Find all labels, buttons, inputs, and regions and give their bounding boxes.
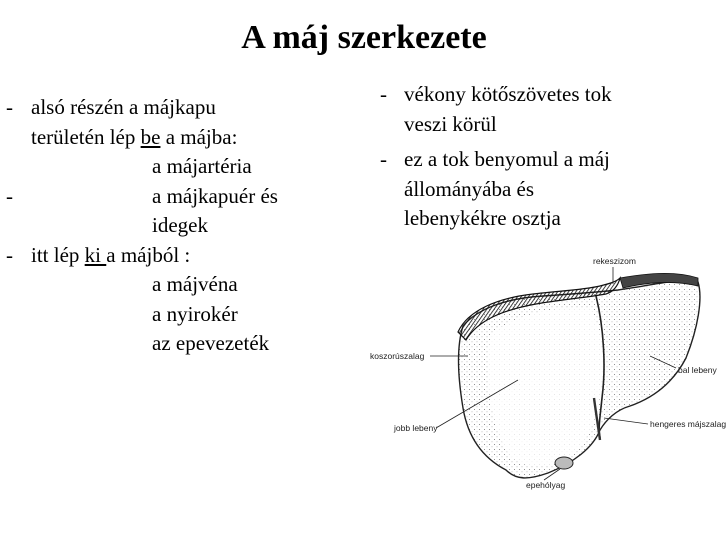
entry-text: alsó részén a májkapu: [31, 95, 216, 119]
text-part: területén lép: [31, 124, 141, 149]
right-column: [374, 80, 719, 234]
entry-continuation: [0, 123, 360, 153]
entry-text: lebenykékre osztja: [404, 206, 561, 230]
text-part: a májba:: [160, 124, 238, 149]
sub-item-bile: az epevezeték: [152, 331, 270, 355]
gallbladder: [555, 457, 573, 469]
bullet-dash: -: [6, 242, 13, 267]
underlined-word: be: [140, 124, 161, 149]
label-jobb-lebeny: jobb lebeny: [394, 423, 438, 433]
entry-continuation: [374, 175, 719, 205]
leader-line: [604, 418, 648, 424]
label-rekeszizom: rekeszizom: [593, 256, 636, 266]
entry-text: vékony kötőszövetes tok: [404, 82, 612, 106]
bullet-entry: [374, 80, 719, 110]
text-part: a májból :: [106, 242, 191, 267]
bullet-dash: -: [6, 95, 13, 119]
entry-text: [0, 123, 360, 153]
entry-text: veszi körül: [404, 111, 497, 136]
entry-continuation: [374, 110, 719, 140]
page-title: A máj szerkezete: [241, 19, 487, 56]
sub-item-artery: a májartéria: [152, 154, 252, 178]
sub-item: [0, 211, 360, 241]
label-epeholyag: epehólyag: [526, 480, 566, 490]
bullet-entry: [0, 93, 360, 123]
text-part: itt lép: [31, 242, 85, 267]
bullet-entry: [374, 145, 719, 175]
entry-continuation: [374, 204, 719, 234]
entry-text: állományába és: [404, 176, 535, 201]
entry-text: ez a tok benyomul a máj: [404, 147, 610, 171]
bullet-entry: [0, 241, 360, 271]
sub-item: [0, 152, 360, 182]
sub-item-portal: a májkapuér és: [152, 183, 278, 208]
sub-item-lymph: a nyirokér: [152, 301, 238, 326]
bullet-entry: [0, 182, 360, 212]
sub-item: [0, 270, 360, 300]
label-hengeres: hengeres májszalag: [650, 419, 727, 429]
underlined-word: ki: [84, 242, 107, 267]
bullet-dash: -: [380, 147, 387, 171]
sub-item-vein: a májvéna: [152, 272, 238, 296]
left-column: [0, 93, 360, 359]
entry-text: [0, 241, 360, 271]
bullet-dash: -: [380, 82, 387, 106]
bullet-dash: -: [6, 183, 13, 208]
sub-item: [0, 300, 360, 330]
label-koszoruszalag: koszorúszalag: [370, 351, 425, 361]
liver-diagram: [368, 248, 728, 538]
label-bal-lebeny: bal lebeny: [678, 365, 717, 375]
sub-item-nerves: idegek: [152, 213, 208, 237]
sub-item: [0, 329, 360, 359]
